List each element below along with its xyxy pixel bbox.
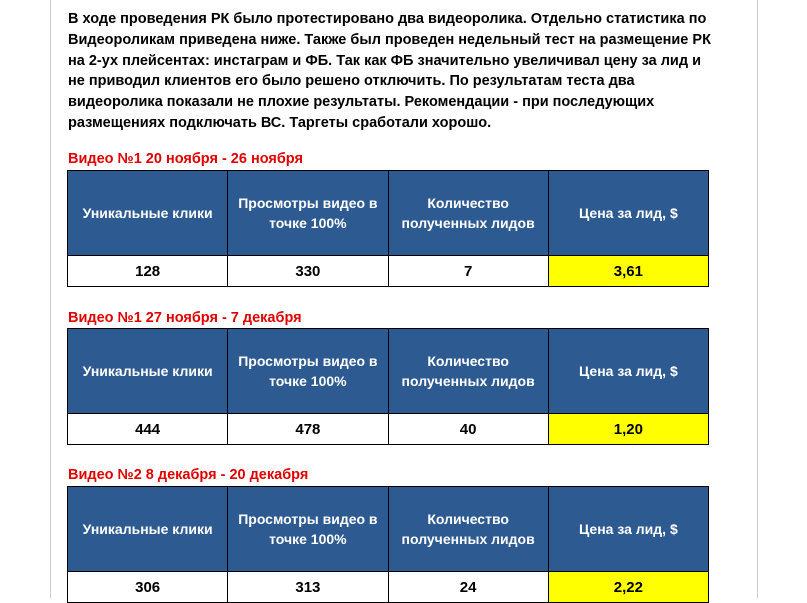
stats-table — [67, 170, 709, 287]
page-margin-left — [50, 0, 51, 598]
cell-price-per-lead: 1,20 — [548, 414, 708, 445]
header-video-views: Просмотры видео в точке 100% — [228, 487, 388, 572]
header-video-views: Просмотры видео в точке 100% — [228, 171, 388, 256]
header-leads-count: Количество полученных лидов — [388, 171, 548, 256]
header-unique-clicks: Уникальные клики — [68, 329, 228, 414]
table-row — [68, 414, 709, 445]
header-leads-count: Количество полученных лидов — [388, 329, 548, 414]
header-unique-clicks: Уникальные клики — [68, 171, 228, 256]
header-price-per-lead: Цена за лид, $ — [548, 329, 708, 414]
cell-leads-count: 7 — [388, 256, 548, 287]
table-header-row — [68, 487, 709, 572]
cell-unique-clicks: 444 — [68, 414, 228, 445]
stats-table — [67, 328, 709, 445]
page-margin-right — [757, 0, 758, 598]
cell-leads-count: 24 — [388, 572, 548, 603]
header-price-per-lead: Цена за лид, $ — [548, 171, 708, 256]
intro-paragraph: В ходе проведения РК было протестировано два видеоролика. Отдельно статистика по Видеороликам приведена ниже. Также был проведен недельный тест на размещение РК на 2-ух плейсентах: инстаграм и ФБ. Так как ФБ значительно увеличивал цену за лид и не приводил клиентов его было решено отключить. По результатам теста два видеоролика показали не плохие результаты. Рекомендации - при последующих размещениях подключать ВС. Таргеты сработали хорошо. — [68, 11, 711, 131]
cell-video-views: 478 — [228, 414, 388, 445]
header-leads-count: Количество полученных лидов — [388, 487, 548, 572]
header-unique-clicks: Уникальные клики — [68, 487, 228, 572]
header-video-views: Просмотры видео в точке 100% — [228, 329, 388, 414]
cell-price-per-lead: 3,61 — [548, 256, 708, 287]
cell-price-per-lead: 2,22 — [548, 572, 708, 603]
stats-table — [67, 486, 709, 603]
table-row — [68, 256, 709, 287]
table-header-row — [68, 171, 709, 256]
section-title: Видео №1 20 ноября - 26 ноября — [68, 151, 303, 167]
cell-video-views: 313 — [228, 572, 388, 603]
cell-video-views: 330 — [228, 256, 388, 287]
header-price-per-lead: Цена за лид, $ — [548, 487, 708, 572]
section-title: Видео №1 27 ноября - 7 декабря — [68, 310, 302, 326]
cell-leads-count: 40 — [388, 414, 548, 445]
cell-unique-clicks: 306 — [68, 572, 228, 603]
table-header-row — [68, 329, 709, 414]
section-title: Видео №2 8 декабря - 20 декабря — [68, 467, 309, 483]
cell-unique-clicks: 128 — [68, 256, 228, 287]
